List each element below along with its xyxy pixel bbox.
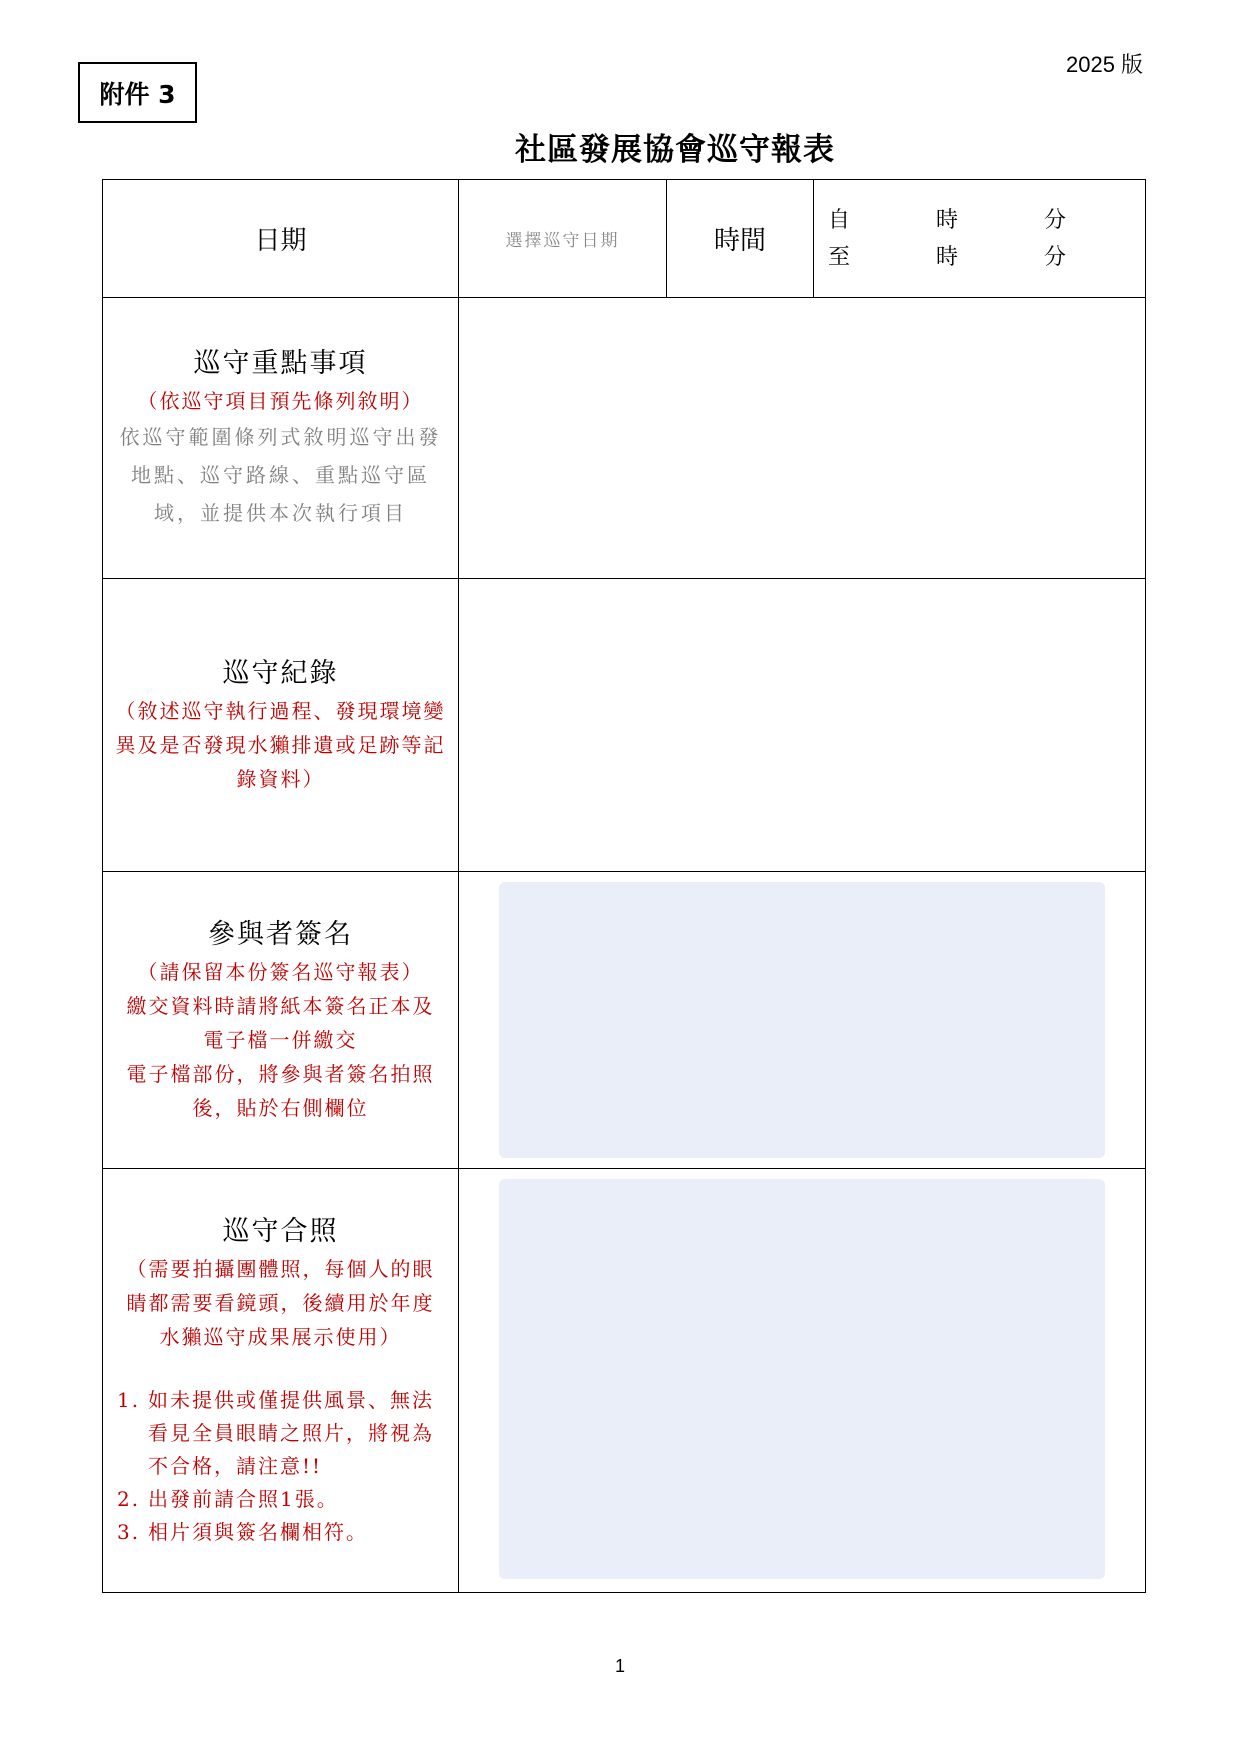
key-items-heading: 巡守重點事項 (193, 348, 368, 379)
key-items-label-cell (103, 298, 459, 579)
group-photo-placeholder[interactable] (499, 1179, 1105, 1579)
key-items-hint-line: 依巡守範圍條列式敘明巡守出發 (119, 425, 442, 449)
group-photo-note-line: （需要拍攝團體照，每個人的眼 (126, 1257, 435, 1281)
signature-note-line: 繳交資料時請將紙本簽名正本及 (126, 994, 435, 1018)
form-title: 社區發展協會巡守報表 (515, 132, 835, 168)
key-items-hint-line: 地點、巡守路線、重點巡守區 (131, 463, 430, 487)
record-note-line: （敘述巡守執行過程、發現環境變 (115, 699, 446, 723)
time-to-prefix: 至 (828, 244, 851, 270)
key-items-row (103, 298, 1146, 579)
rule-text: 如未提供或僅提供風景、無法 (148, 1388, 434, 1412)
date-time-row (103, 180, 1146, 298)
rule-number: 1. (117, 1388, 141, 1412)
signature-note-line: （請保留本份簽名巡守報表） (137, 960, 424, 984)
signature-note-line: 電子檔部份，將參與者簽名拍照 (126, 1062, 435, 1086)
version-label: 2025 版 (1066, 52, 1144, 77)
rule-text: 相片須與簽名欄相符。 (148, 1520, 368, 1544)
time-from-minute: 分 (1044, 207, 1067, 233)
signature-heading: 參與者簽名 (208, 919, 353, 950)
group-photo-note-line: 水獺巡守成果展示使用） (159, 1325, 402, 1349)
patrol-report-table (102, 179, 1146, 1593)
record-label-cell (103, 579, 459, 872)
record-row (103, 579, 1146, 872)
page-number: 1 (614, 1656, 625, 1676)
group-photo-cell (459, 1169, 1146, 1593)
rule-number: 3. (117, 1520, 141, 1544)
group-photo-label-cell (103, 1169, 459, 1593)
attachment-box: 附件 3 (78, 62, 197, 123)
key-items-input-area[interactable] (459, 298, 1146, 579)
time-from-hour: 時 (936, 207, 959, 233)
signature-row (103, 872, 1146, 1169)
key-items-note: （依巡守項目預先條列敘明） (137, 389, 424, 413)
date-label: 日期 (103, 180, 459, 298)
rule-item (117, 1384, 448, 1483)
record-note-line: 異及是否發現水獺排遺或足跡等記 (115, 733, 446, 757)
group-photo-row (103, 1169, 1146, 1593)
date-picker[interactable]: 選擇巡守日期 (459, 180, 667, 298)
signature-label-cell (103, 872, 459, 1169)
signature-photo-placeholder[interactable] (499, 882, 1105, 1158)
record-heading: 巡守紀錄 (222, 658, 339, 689)
time-to-minute: 分 (1044, 244, 1067, 270)
signature-note-line: 電子檔一併繳交 (203, 1028, 358, 1052)
group-photo-heading: 巡守合照 (222, 1216, 339, 1247)
rule-text: 出發前請合照1張。 (148, 1487, 339, 1511)
time-range-field[interactable] (814, 180, 1146, 298)
time-from-prefix: 自 (828, 207, 851, 233)
time-to-hour: 時 (936, 244, 959, 270)
signature-photo-cell (459, 872, 1146, 1169)
rule-text: 不合格，請注意!! (148, 1454, 323, 1478)
time-to-line (828, 239, 1145, 276)
group-photo-rules (103, 1384, 458, 1549)
rule-number: 2. (117, 1487, 141, 1511)
rule-text: 看見全員眼睛之照片，將視為 (148, 1421, 434, 1445)
record-input-area[interactable] (459, 579, 1146, 872)
signature-note-line: 後，貼於右側欄位 (192, 1096, 369, 1120)
group-photo-note-line: 睛都需要看鏡頭，後續用於年度 (126, 1291, 435, 1315)
rule-item (117, 1483, 448, 1516)
record-note-line: 錄資料） (236, 767, 325, 791)
time-from-line (828, 202, 1145, 239)
key-items-hint-line: 域，並提供本次執行項目 (154, 501, 407, 525)
rule-item (117, 1516, 448, 1549)
time-label: 時間 (667, 180, 814, 298)
